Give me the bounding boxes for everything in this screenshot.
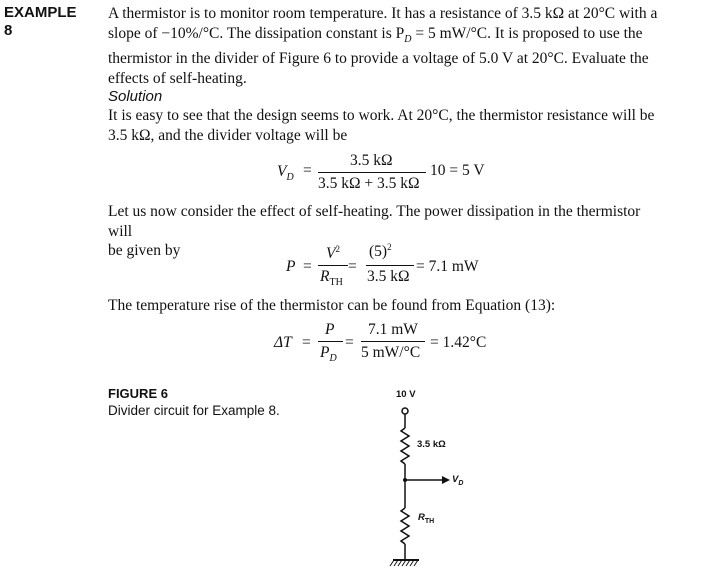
divider-circuit-diagram: [380, 384, 490, 576]
ground-icon: [390, 560, 419, 566]
thermistor: [401, 508, 409, 544]
paragraph-line: Let us now consider the effect of self-heating. The power dissipation in the thermistor will: [108, 203, 641, 240]
eq3-equals-2: =: [345, 334, 354, 351]
eq1-result: 10 = 5 V: [430, 162, 485, 179]
eq2-denominator-1: $R_{TH}$: [320, 268, 343, 289]
eq2-numerator-2: $(5)^2$: [369, 242, 392, 261]
eq2-numerator-1: $V^2$: [326, 244, 340, 263]
eq2-lhs: P: [286, 258, 296, 275]
eq2-equals-1: =: [303, 258, 312, 275]
supply-terminal: [402, 408, 408, 414]
statement-line: A thermistor is to monitor room temperature. It has a resistance of 3.5 kΩ at 20°C with a: [108, 5, 658, 22]
example-label: EXAMPLE: [4, 4, 77, 21]
eq2-fraction-bar-2: [366, 265, 414, 266]
figure-caption: Divider circuit for Example 8.: [108, 403, 280, 418]
output-arrow-icon: [442, 476, 450, 484]
solution-heading: Solution: [108, 88, 163, 105]
eq2-result: = 7.1 mW: [416, 258, 479, 275]
eq1-numerator: 3.5 kΩ: [350, 152, 393, 169]
eq3-result: = 1.42°C: [430, 334, 487, 351]
eq3-denominator-1: $P_D$: [320, 344, 337, 365]
paragraph-line: It is easy to see that the design seems to work. At 20°C, the thermistor resistance will be: [108, 107, 655, 124]
eq2-denominator-2: 3.5 kΩ: [367, 268, 410, 285]
eq3-numerator-2: 7.1 mW: [368, 321, 418, 338]
solution-paragraph-1: [108, 106, 668, 145]
paragraph-line: 3.5 kΩ, and the divider voltage will be: [108, 126, 348, 144]
eq3-lhs: ΔT: [274, 334, 292, 351]
eq2-fraction-bar-1: [318, 265, 348, 266]
fixed-resistor: [401, 428, 409, 464]
eq2-equals-2: =: [348, 258, 357, 275]
example-number: 8: [4, 22, 13, 39]
resistor-value-label: 3.5 kΩ: [417, 439, 446, 450]
statement-line: thermistor in the divider of Figure 6 to provide a voltage of 5.0 V at 20°C. Evaluate the: [108, 50, 649, 68]
output-voltage-label: $V_D$: [452, 474, 464, 487]
statement-line: effects of self-heating.: [108, 69, 247, 87]
eq1-fraction-bar: [318, 172, 426, 173]
eq3-fraction-bar-2: [361, 341, 425, 342]
eq3-fraction-bar-1: [318, 341, 343, 342]
solution-paragraph-3: The temperature rise of the thermistor can be found from Equation (13):: [108, 297, 556, 314]
thermistor-label: $R_{TH}$: [418, 512, 435, 525]
paragraph-line: be given by: [108, 242, 181, 259]
statement-line: slope of −10%/°C. The dissipation constant is $P_D = 5$ mW/°C. It is proposed to use the: [108, 24, 643, 45]
eq1-equals: =: [303, 162, 312, 179]
supply-voltage-label: 10 V: [396, 389, 416, 400]
eq1-lhs: $V_D$: [277, 163, 294, 184]
figure-title: FIGURE 6: [108, 386, 168, 401]
eq3-denominator-2: 5 mW/°C: [361, 344, 421, 361]
example-statement: [108, 4, 668, 88]
eq3-numerator-1: P: [325, 321, 335, 338]
eq1-denominator: 3.5 kΩ + 3.5 kΩ: [318, 175, 420, 192]
eq3-equals-1: =: [302, 334, 311, 351]
